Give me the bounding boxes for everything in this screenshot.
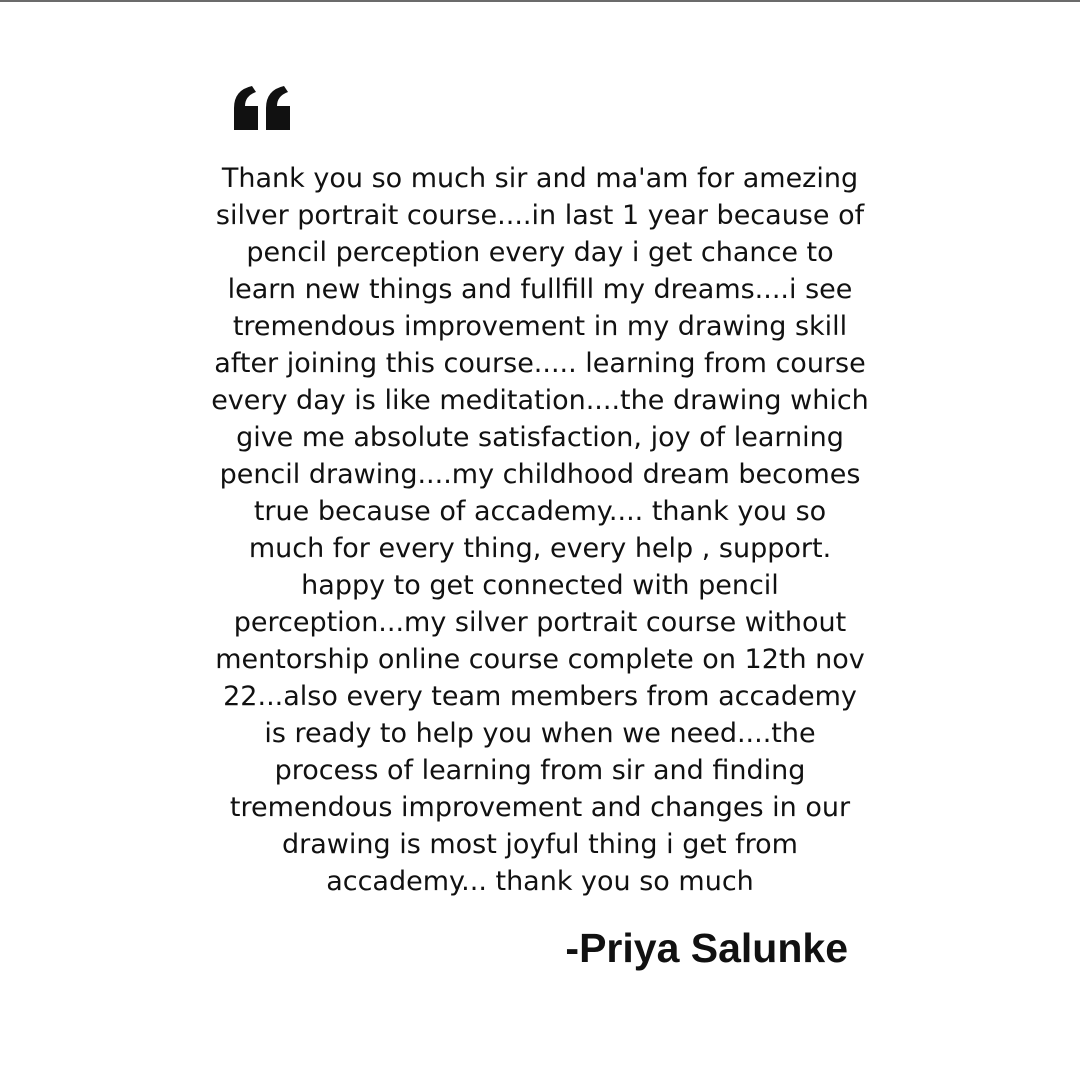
testimonial-line: mentorship online course complete on 12th nov — [215, 644, 865, 675]
testimonial-line: after joining this course..... learning from course — [214, 348, 866, 379]
testimonial-line: perception...my silver portrait course without — [233, 607, 847, 638]
testimonial-line: Thank you so much sir and ma'am for amezing — [221, 163, 859, 194]
testimonial-line: give me absolute satisfaction, joy of learning — [236, 422, 844, 453]
opening-quote-icon — [232, 84, 294, 134]
testimonial-line: silver portrait course....in last 1 year because of — [215, 200, 865, 231]
testimonial-line: much for every thing, every help , support. — [248, 533, 832, 564]
testimonial-line: accademy... thank you so much — [326, 866, 754, 897]
top-divider — [0, 0, 1080, 2]
testimonial-line: process of learning from sir and finding — [274, 755, 806, 786]
testimonial-line: happy to get connected with pencil — [301, 570, 779, 601]
testimonial-line: every day is like meditation....the drawing which — [211, 385, 869, 416]
testimonial-line: tremendous improvement and changes in our — [229, 792, 851, 823]
testimonial-line: is ready to help you when we need....the — [264, 718, 816, 749]
testimonial-line: learn new things and fullfill my dreams....i see — [227, 274, 853, 305]
author-name: -Priya Salunke — [565, 925, 848, 971]
testimonial-line: drawing is most joyful thing i get from — [282, 829, 798, 860]
testimonial-text — [180, 160, 900, 900]
testimonial-line: pencil drawing....my childhood dream becomes — [219, 459, 861, 490]
testimonial-line: tremendous improvement in my drawing skill — [232, 311, 848, 342]
testimonial-line: true because of accademy.... thank you so — [253, 496, 827, 527]
testimonial-line: pencil perception every day i get chance to — [246, 237, 834, 268]
testimonial-line: 22...also every team members from accademy — [223, 681, 857, 712]
